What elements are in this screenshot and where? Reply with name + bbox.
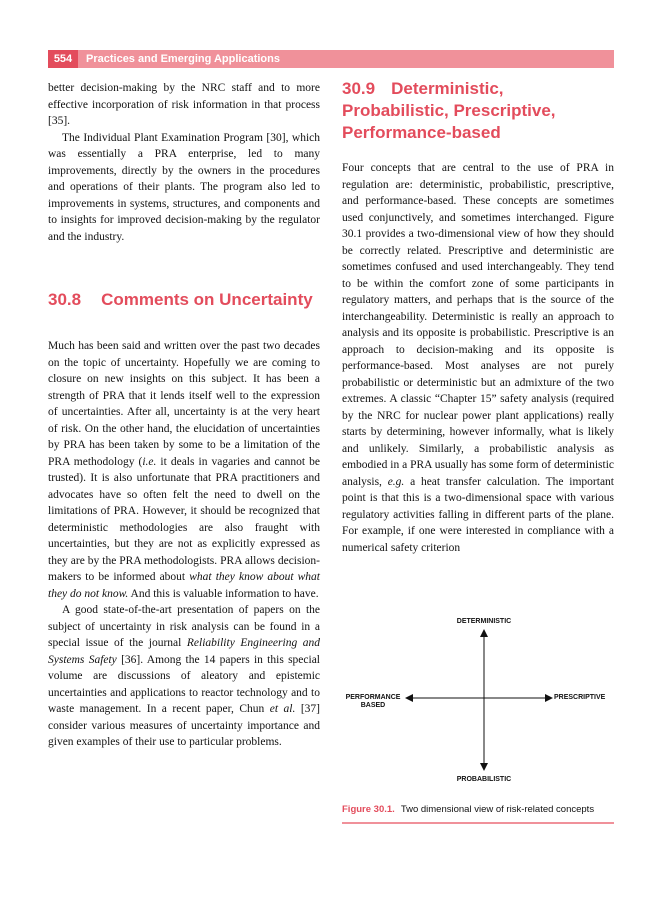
caption-text: Two dimensional view of risk-related concepts — [400, 804, 595, 815]
label-probabilistic: PROBABILISTIC — [456, 776, 512, 783]
label-deterministic: DETERMINISTIC — [456, 618, 512, 625]
caption-rule — [342, 822, 614, 824]
running-title: Practices and Emerging Applications — [86, 53, 280, 65]
left-column-section-30-8 — [48, 338, 320, 751]
figure-30-1 — [342, 612, 614, 792]
paragraph: The Individual Plant Examination Program [30], which was essentially a PRA enterprise, led to many improvements, directly by the owners in the procedures and operations of their plants. The program also led to improvements in systems, structures, and components and to insights for improved decision-making by the regulator and the industry. — [48, 131, 320, 243]
right-column — [342, 78, 614, 556]
page-number: 554 — [48, 50, 78, 68]
left-column-top — [48, 80, 320, 245]
section-title: Comments on Uncertainty — [101, 290, 313, 309]
section-title: Deterministic, Probabilistic, Prescriptive, Performance-based — [342, 79, 556, 142]
paragraph: A good state-of-the-art presentation of papers on the subject of uncertainty in risk analysis can be found in a special issue of the journal Reliability Engineering and Systems Safety [36]. Among the 14 papers in this special volume are discussions of aleatory and epistemic uncertainties and applications to reactor technology and to waste management. In a recent paper, Chun et al. [37] consider various measures of uncertainty importance and given examples of their use to particular problems. — [48, 604, 320, 748]
figure-caption — [342, 804, 614, 815]
section-heading-30-9 — [342, 78, 614, 144]
paragraph: Four concepts that are central to the use of PRA in regulation are: deterministic, probabilistic, prescriptive, and performance-based. These concepts are sometimes used conjunctively, and sometimes interchanged. Figure 30.1 provides a two-dimensional view of how they should be correctly related. Prescriptive and deterministic are sometimes confused and used interchangeably. They tend to be within the comfort zone of some participants in regulatory matters, and perhaps that is the source of the interchangeability. Deterministic is really an approach to analysis and its opposite is probabilistic. Prescriptive is an approach to decision-making and its opposite is performance-based. Most analyses are not purely probabilistic or deterministic but an admixture of the two extremes. A classic “Chapter 15” safety analysis (required by the NRC for nuclear power plant applications) really starts by determining, however informally, what is likely and unlikely. Similarly, a probabilistic analysis as embodied in a PRA usually has some form of deterministic analysis, e.g. a heat transfer calculation. The important point is that this is a two-dimensional space with various regulatory activities falling in different parts of the plane. For example, if one were interested in compliance with a numerical safety criterion — [342, 162, 614, 554]
running-header — [48, 50, 614, 68]
section-number: 30.8 — [48, 290, 82, 309]
label-prescriptive: PRESCRIPTIVE — [554, 694, 606, 701]
label-performance-based: PERFORMANCE BASED — [345, 694, 401, 709]
section-heading-30-8 — [48, 290, 338, 310]
paragraph: better decision-making by the NRC staff and to more effective incorporation of risk information in that process [35]. — [48, 82, 320, 127]
section-number: 30.9 — [342, 79, 376, 98]
paragraph: Much has been said and written over the past two decades on the topic of uncertainty. Hopefully we are coming to closure on new insights on this subject. It has been a strength of PRA that it lends itself well to the expression of uncertainties. After all, uncertainty is at the very heart of risk. On the other hand, the elucidation of uncertainties by PRA has been taken by some to be a limitation of the PRA methodology (i.e. it deals in vagaries and cannot be trusted). It is also unfortunate that PRA practitioners and advocates have so often felt the need to dwell on the limitations of PRA. However, it should be recognized that deterministic methodologies are also fraught with uncertainties, but they are not as explicitly expressed as they are by the PRA methodologists. PRA allows decision-makers to be informed about what they know about what they do not know. And this is valuable information to have. — [48, 340, 320, 600]
caption-label: Figure 30.1. — [342, 804, 395, 815]
